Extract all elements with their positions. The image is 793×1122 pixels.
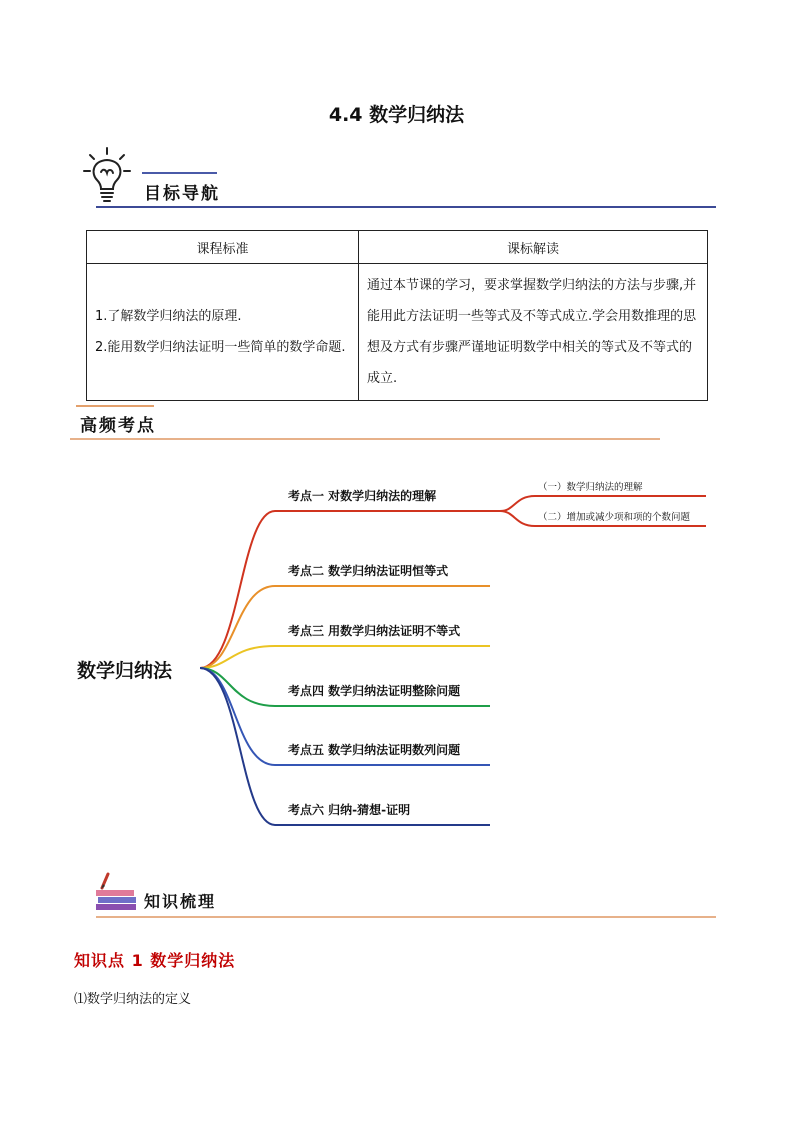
- mindmap-branch: 考点一 对数学归纳法的理解: [288, 489, 437, 503]
- high-freq-title: 高频考点: [80, 416, 156, 436]
- standard-line: 2.能用数学归纳法证明一些简单的数学命题.: [95, 340, 346, 355]
- branch-connector: [200, 646, 490, 668]
- knowledge-title: 知识梳理: [144, 892, 217, 911]
- mindmap-root: 数学归纳法: [77, 660, 173, 682]
- standard-line: 1.了解数学归纳法的原理.: [95, 309, 242, 324]
- body-text-line: ⑴数学归纳法的定义: [74, 992, 192, 1007]
- knowledge-point-heading: 知识点 1 数学归纳法: [74, 951, 236, 970]
- table-header-standard: 课程标准: [87, 231, 359, 264]
- table-header-interpretation: 课标解读: [359, 231, 708, 264]
- goal-nav-title: 目标导航: [144, 184, 220, 204]
- books-icon: [94, 872, 140, 914]
- mindmap-branch: 考点五 数学归纳法证明数列问题: [288, 743, 461, 757]
- mindmap-sub-branch: （一）数学归纳法的理解: [538, 482, 643, 493]
- mindmap-branch: 考点六 归纳-猜想-证明: [288, 803, 411, 817]
- mindmap-branch: 考点四 数学归纳法证明整除问题: [288, 684, 461, 698]
- mindmap-sub-branch: （二）增加或减少项和项的个数问题: [538, 512, 691, 523]
- knowledge-underline: [96, 916, 716, 918]
- mindmap-branch: 考点三 用数学归纳法证明不等式: [288, 624, 461, 638]
- mindmap-branch: 考点二 数学归纳法证明恒等式: [288, 564, 449, 578]
- page-title: 4.4 数学归纳法: [328, 104, 465, 126]
- branch-connector: [200, 511, 500, 668]
- interpretation-cell: 通过本节课的学习，要求掌握数学归纳法的方法与步骤,并能用此方法证明一些等式及不等式成立.学会用数推理的思想及方式有步骤严谨地证明数学中相关的等式及不等式的成立.: [359, 264, 708, 401]
